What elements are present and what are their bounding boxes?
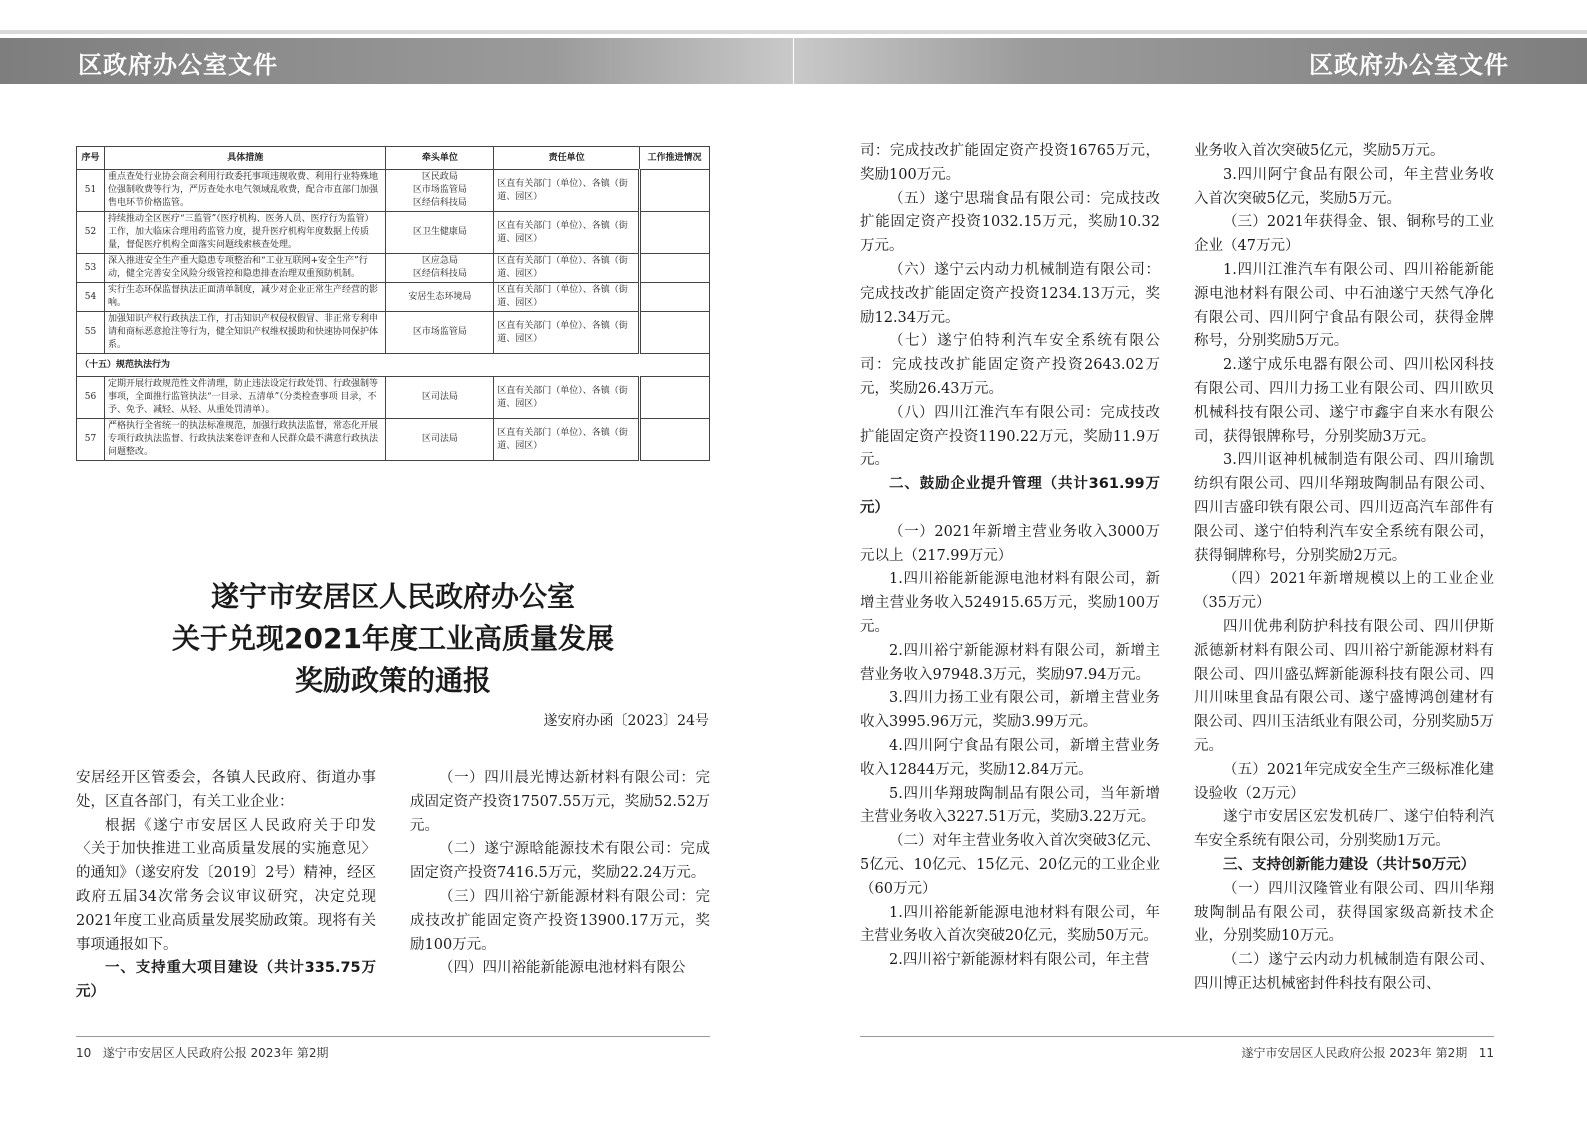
table-row [77,377,710,419]
row-lead-unit: 区应急局 区经信科技局 [386,254,494,283]
paragraph: 2.四川裕宁新能源材料有限公司，新增主营业务收入97948.3万元，奖励97.94万元。 [860,642,1160,683]
footer-rule-right [860,1036,1494,1037]
col-header-lead: 牵头单位 [386,147,494,170]
table-row [77,254,710,283]
top-rule [0,30,1587,34]
row-status [640,170,710,212]
paragraph: （二）对年主营业务收入首次突破3亿元、5亿元、10亿元、15亿元、20亿元的工业企业（60万元） [860,833,1160,897]
section-heading: 一、支持重大项目建设（共计335.75万元） [76,960,376,1001]
row-status [640,283,710,312]
row-responsible-unit: 区直有关部门（单位）、各镇（街道、园区） [494,312,640,354]
paragraph: 安居经开区管委会，各镇人民政府、街道办事处，区直各部门，有关工业企业： [76,770,376,810]
paragraph: 业务收入首次突破5亿元，奖励5万元。 [1194,143,1445,159]
table-row [77,312,710,354]
table-row [77,170,710,212]
paragraph: 根据《遂宁市安居区人民政府关于印发〈关于加快推进工业高质量发展的实施意见〉的通知》（遂安府发〔2019〕2号）精神，经区政府五届34次常务会议审议研究，决定兑现2021年度工业高质量发展奖励政策。现将有关事项通报如下。 [76,817,376,953]
paragraph: （一）2021年新增主营业务收入3000万元以上（217.99万元） [860,523,1160,564]
row-lead-unit: 区司法局 [386,377,494,419]
row-status [640,212,710,254]
footer-publication-left: 遂宁市安居区人民政府公报 2023年 第2期 [102,1046,329,1060]
title-line-3: 奖励政策的通报 [294,664,491,697]
col-header-resp: 责任单位 [494,147,640,170]
row-status [640,419,710,461]
row-lead-unit: 区司法局 [386,419,494,461]
paragraph: （二）遂宁云内动力机械制造有限公司、四川博正达机械密封件科技有限公司、 [1194,952,1494,992]
col-header-measure: 具体措施 [104,147,386,170]
text-column-1 [76,767,376,1005]
header-title-left: 区政府办公室文件 [78,51,278,79]
row-responsible-unit: 区直有关部门（单位）、各镇（街道、园区） [494,254,640,283]
col-header-status: 工作推进情况 [640,147,710,170]
row-status [640,377,710,419]
paragraph: 3.四川力扬工业有限公司，新增主营业务收入3995.96万元，奖励3.99万元。 [860,690,1160,731]
header-title-right: 区政府办公室文件 [1309,51,1509,79]
row-lead-unit: 区卫生健康局 [386,212,494,254]
document-number: 遂安府办函〔2023〕24号 [543,713,709,729]
section-heading: 三、支持创新能力建设（共计50万元） [1223,856,1476,873]
paragraph: （三）2021年获得金、银、铜称号的工业企业（47万元） [1194,214,1494,255]
page-number-right: 11 [1478,1046,1494,1060]
row-lead-unit: 区民政局 区市场监管局 区经信科技局 [386,170,494,212]
paragraph: 遂宁市安居区宏发机砖厂、遂宁伯特利汽车安全系统有限公司，分别奖励1万元。 [1194,809,1494,850]
paragraph: 1.四川裕能新能源电池材料有限公司，年主营业务收入首次突破20亿元，奖励50万元。 [860,904,1160,945]
paragraph: （一）四川晨光博达新材料有限公司：完成固定资产投资17507.55万元，奖励52.52万元。 [410,770,710,834]
paragraph: （七）遂宁伯特利汽车安全系统有限公司：完成技改扩能固定资产投资2643.02万元，奖励26.43万元。 [860,333,1160,397]
col-header-no: 序号 [77,147,105,170]
row-number: 51 [77,170,105,212]
row-status [640,254,710,283]
page-number-left: 10 [76,1046,92,1060]
paragraph: 司：完成技改扩能固定资产投资16765万元，奖励100万元。 [860,143,1160,183]
footer-publication-right: 遂宁市安居区人民政府公报 2023年 第2期 [1241,1046,1468,1060]
row-number: 53 [77,254,105,283]
paragraph: 4.四川阿宁食品有限公司，新增主营业务收入12844万元，奖励12.84万元。 [860,737,1160,778]
table-row [77,212,710,254]
paragraph: （一）四川汉隆管业有限公司、四川华翔玻陶制品有限公司，获得国家级高新技术企业，分别奖励10万元。 [1194,880,1494,945]
row-responsible-unit: 区直有关部门（单位）、各镇（街道、园区） [494,170,640,212]
paragraph: （五）遂宁思瑞食品有限公司：完成技改扩能固定资产投资1032.15万元，奖励10.32万元。 [860,190,1160,255]
header-band-left [0,38,793,84]
paragraph: 5.四川华翔玻陶制品有限公司，当年新增主营业务收入3227.51万元，奖励3.22万元。 [860,785,1160,826]
table-row [77,419,710,461]
text-column-2 [410,767,710,981]
row-number: 55 [77,312,105,354]
paragraph: （二）遂宁源晗能源技术有限公司：完成固定资产投资7416.5万元，奖励22.24万元。 [410,841,710,882]
row-measure: 重点查处行业协会商会利用行政委托事项违规收费、利用行业特殊地位强制收费等行为，严厉查处水电气领域乱收费，配合市直部门加强售电环节价格监管。 [104,170,386,212]
paragraph: 3.四川阿宁食品有限公司，年主营业务收入首次突破5亿元，奖励5万元。 [1194,166,1494,207]
paragraph: （五）2021年完成安全生产三级标准化建设验收（2万元） [1194,761,1494,802]
row-number: 52 [77,212,105,254]
row-number: 57 [77,419,105,461]
paragraph: 3.四川讴神机械制造有限公司、四川瑜凯纺织有限公司、四川华翔玻陶制品有限公司、四川吉盛印铁有限公司、四川迈高汽车部件有限公司、遂宁伯特利汽车安全系统有限公司，获得铜牌称号，分别奖励2万元。 [1194,452,1494,564]
paragraph: （四）2021年新增规模以上的工业企业（35万元） [1194,571,1494,612]
row-responsible-unit: 区直有关部门（单位）、各镇（街道、园区） [494,377,640,419]
table-row [77,283,710,312]
paragraph: （八）四川江淮汽车有限公司：完成技改扩能固定资产投资1190.22万元，奖励11.9万元。 [860,404,1160,469]
row-measure: 深入推进安全生产重大隐患专项整治和“工业互联网+安全生产”行动，健全完善安全风险分级管控和隐患排查治理双重预防机制。 [104,254,386,283]
row-measure: 严格执行全省统一的执法标准规范，加强行政执法监督，常态化开展专项行政执法监督、行政执法案卷评查和人民群众最不满意行政执法问题整改。 [104,419,386,461]
text-column-3 [860,140,1160,973]
table-header-row [77,147,710,170]
row-responsible-unit: 区直有关部门（单位）、各镇（街道、园区） [494,212,640,254]
row-lead-unit: 安居生态环境局 [386,283,494,312]
row-number: 56 [77,377,105,419]
document-title [76,576,710,702]
paragraph: 1.四川江淮汽车有限公司、四川裕能新能源电池材料有限公司、中石油遂宁天然气净化有限公司、四川阿宁食品有限公司，获得金牌称号，分别奖励5万元。 [1194,261,1494,350]
row-measure: 持续推动全区医疗“三监管”（医疗机构、医务人员、医疗行为监管）工作，加大临床合理用药监管力度，提升医疗机构年度数据上传质量，督促医疗机构全面落实问题线索核查处理。 [104,212,386,254]
row-measure: 加强知识产权行政执法工作，打击知识产权侵权假冒、非正常专利申请和商标恶意抢注等行为，健全知识产权维权援助和快速协同保护体系。 [104,312,386,354]
paragraph: 2.遂宁成乐电器有限公司、四川松冈科技有限公司、四川力扬工业有限公司、四川欧贝机械科技有限公司、遂宁市鑫宇自来水有限公司，获得银牌称号，分别奖励3万元。 [1194,357,1494,445]
row-number: 54 [77,283,105,312]
section-heading: 二、鼓励企业提升管理（共计361.99万元） [860,476,1160,516]
paragraph: 1.四川裕能新能源电池材料有限公司，新增主营业务收入524915.65万元，奖励100万元。 [860,571,1160,635]
paragraph: （四）四川裕能新能源电池材料有限公 [439,960,686,977]
row-measure: 实行生态环保监督执法正面清单制度，减少对企业正常生产经营的影响。 [104,283,386,312]
paragraph: （三）四川裕宁新能源材料有限公司：完成技改扩能固定资产投资13900.17万元，奖励100万元。 [410,888,710,953]
title-line-1: 遂宁市安居区人民政府办公室 [210,580,575,613]
paragraph: 四川优弗利防护科技有限公司、四川伊斯派德新材料有限公司、四川裕宁新能源材料有限公司、四川盛弘辉新能源科技有限公司、四川川味里食品有限公司、遂宁盛博鸿创建材有限公司、四川玉洁纸业有限公司，分别奖励5万元。 [1194,618,1494,754]
row-responsible-unit: 区直有关部门（单位）、各镇（街道、园区） [494,283,640,312]
row-status [640,312,710,354]
footer-left [76,1044,329,1061]
table-section-label: （十五）规范执法行为 [77,354,710,377]
table-section-row [77,354,710,377]
paragraph: 2.四川裕宁新能源材料有限公司，年主营 [889,952,1150,969]
row-measure: 定期开展行政规范性文件清理，防止违法设定行政处罚、行政强制等事项，全面推行监管执法“一目录、五清单”（分类检查事项 目录，不予、免予、减轻、从轻、从重处罚清单）。 [104,377,386,419]
footer-rule-left [76,1036,710,1037]
paragraph: （六）遂宁云内动力机械制造有限公司：完成技改扩能固定资产投资1234.13万元，奖励12.34万元。 [860,261,1160,326]
title-line-2: 关于兑现2021年度工业高质量发展 [172,622,614,655]
text-column-4 [1194,140,1494,997]
footer-right [1241,1044,1494,1061]
row-responsible-unit: 区直有关部门（单位）、各镇（街道、园区） [494,419,640,461]
measures-table [76,146,710,461]
header-band-right [794,38,1587,84]
row-lead-unit: 区市场监管局 [386,312,494,354]
